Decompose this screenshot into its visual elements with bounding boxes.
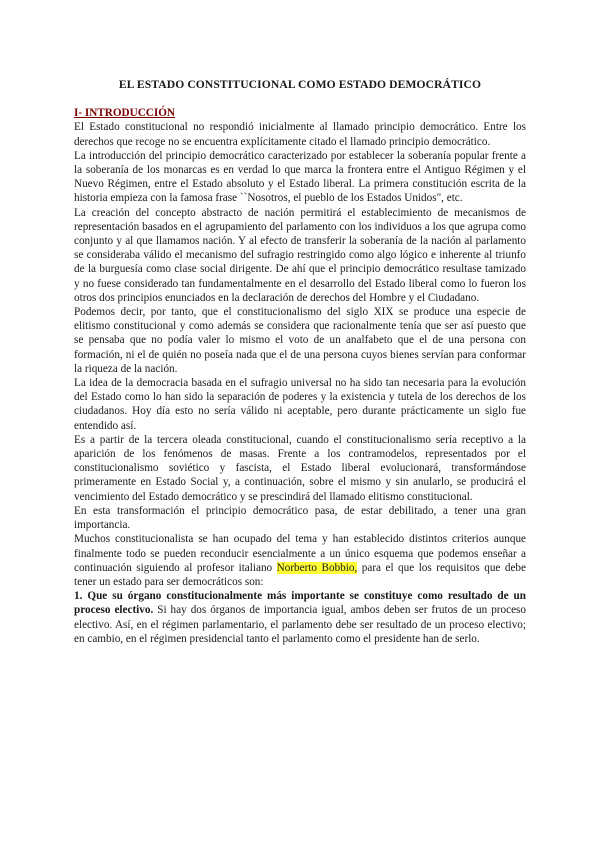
paragraph-2: La introducción del principio democrático caracterizado por establecer la soberanía popular frente a la soberanía de los monarcas es en verdad lo que marca la frontera entre el Antiguo Régimen y el Nuevo Régimen, entre el Estado absoluto y el Estado liberal. La primera constitución escrita de la historia empieza con la famosa frase ``Nosotros, el pueblo de los Estados Unidos", etc.	[74, 149, 526, 205]
document-title: EL ESTADO CONSTITUCIONAL COMO ESTADO DEMOCRÁTICO	[118, 78, 482, 91]
paragraph-6: Es a partir de la tercera oleada constitucional, cuando el constitucionalismo sería receptivo a la aparición de los fenómenos de masas. Frente a los contramodelos, representados por el constitucionalismo soviético y fascista, el Estado liberal evolucionará, transformándose primeramente en Estado Social y, a continuación, sobre el mismo y sin anularlo, se producirá el vencimiento del Estado democrático y se prescindirá del llamado elitismo constitucional.	[74, 433, 526, 503]
paragraph-1: El Estado constitucional no respondió inicialmente al llamado principio democrático. Entre los derechos que recoge no se encuentra explícitamente citado el llamado principio democrático.	[74, 121, 526, 148]
document-page	[74, 78, 526, 646]
paragraph-7: En esta transformación el principio democrático pasa, de estar debilitado, a tener una gran importancia.	[74, 504, 526, 532]
paragraph-4: Podemos decir, por tanto, que el constitucionalismo del siglo XIX se produce una especie de elitismo constitucional y como además se considera que racionalmente tenía que ser así puesto que se pensaba que no podía valer lo mismo el voto de un analfabeto que el de una persona con formación, ni el de quién no poseía nada que el de una persona cuyos bienes servían para conformar la riqueza de la nación.	[74, 306, 526, 375]
highlighted-name: Norberto Bobbio,	[276, 561, 358, 574]
paragraph-8-text-after: para el que los requisitos que debe tener un estado para ser democráticos son:	[74, 561, 526, 588]
paragraph-8	[74, 532, 526, 589]
section-heading: I- INTRODUCCIÓN	[74, 107, 176, 120]
paragraph-5: La idea de la democracia basada en el sufragio universal no ha sido tan necesaria para la evolución del Estado como lo han sido la separación de poderes y la existencia y tutela de los derechos de los ciudadanos. Hoy día esto no sería válido ni aceptable, pero durante prácticamente un siglo fue entendido así.	[74, 377, 526, 432]
point-1-rest: Si hay dos órganos de importancia igual, ambos deben ser frutos de un proceso electivo. Así, en el régimen parlamentario, el parlamento debe ser resultado de un proceso electivo; en cambio, en el régimen presidencial tanto el parlamento como el presidente han de serlo.	[74, 604, 526, 645]
paragraph-8-text-before: Muchos constitucionalista se han ocupado del tema y han establecido distintos criterios aunque finalmente todo se pueden reconducir esencialmente a un único esquema que podemos enseñar a continuación siguiendo al profesor italiano	[74, 533, 526, 574]
point-1	[74, 589, 526, 646]
paragraph-3: La creación del concepto abstracto de nación permitirá el establecimiento de mecanismos de representación basados en el agrupamiento del parlamento con los individuos a los que agrupa como conjunto y al que llamamos nación. Y al efecto de transferir la soberanía de la nación al parlamento se consideraba válido el mecanismo del sufragio restringido como algo lógico e inherente al triunfo de la burguesía como clase social dirigente. De ahí que el principio democrático resultase tamizado y no fuese considerado tan fundamentalmente en el desarrollo del Estado liberal como lo fueron los otros dos principios enunciados en la declaración de derechos del Hombre y el Ciudadano.	[74, 206, 526, 304]
point-1-bold: 1. Que su órgano constitucionalmente más importante se constituye como resultado de un proceso electivo.	[74, 590, 526, 617]
